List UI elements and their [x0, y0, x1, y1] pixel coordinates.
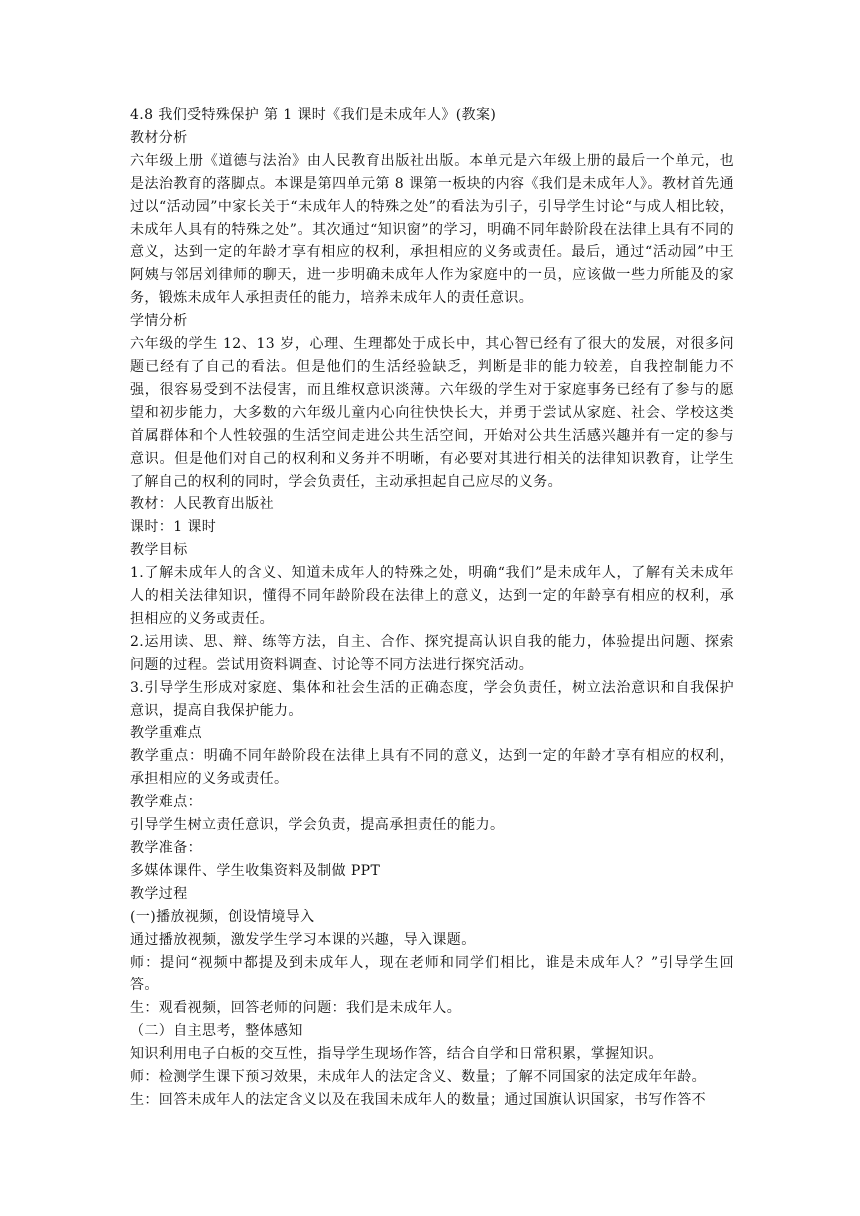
process-step-1-title: (一)播放视频，创设情境导入	[130, 908, 315, 925]
objective-item-1: 1.了解未成年人的含义、知道未成年人的特殊之处，明确“我们”是未成年人，了解有关未成年人的相关法律知识，懂得不同年龄阶段在法律上的意义，达到一定的年龄享有相应的权利，承担相应的义务或责任。	[130, 565, 734, 627]
process-step-1-intro: 通过播放视频，激发学生学习本课的兴趣，导入课题。	[130, 931, 476, 948]
document-title: 4.8 我们受特殊保护 第 1 课时《我们是未成年人》(教案)	[130, 107, 497, 123]
process-step-2-intro: 知识利用电子白板的交互性，指导学生现场作答，结合自学和日常积累，掌握知识。	[130, 1046, 663, 1063]
objective-item-3: 3.引导学生形成对家庭、集体和社会生活的正确态度，学会负责任，树立法治意识和自我保护意识，提高自我保护能力。	[130, 679, 734, 719]
process-step-2-title: （二）自主思考，整体感知	[130, 1023, 303, 1040]
section-heading-preparation: 教学准备：	[130, 840, 202, 856]
label-difficult-point: 教学难点：	[130, 794, 202, 811]
process-student-1: 生：观看视频，回答老师的问题：我们是未成年人。	[130, 1000, 462, 1017]
line-textbook-publisher: 教材：人民教育出版社	[130, 496, 274, 513]
objective-item-2: 2.运用读、思、辩、练等方法，自主、合作、探究提高认识自我的能力，体验提出问题、探索问题的过程。尝试用资料调查、讨论等不同方法进行探究活动。	[130, 633, 734, 673]
section-heading-key-points: 教学重难点	[130, 725, 202, 742]
process-teacher-2: 师：检测学生课下预习效果，未成年人的法定含义、数量；了解不同国家的法定成年年龄。	[130, 1069, 706, 1086]
section-heading-objectives: 教学目标	[130, 542, 188, 559]
process-teacher-1: 师：提问“视频中都提及到未成年人，现在老师和同学们相比，谁是未成年人？”引导学生回答。	[130, 954, 734, 994]
document-body	[130, 104, 734, 1112]
paragraph-preparation: 多媒体课件、学生收集资料及制做 PPT	[130, 862, 381, 879]
line-class-hours: 课时：1 课时	[130, 519, 217, 536]
section-heading-student-analysis: 学情分析	[130, 313, 188, 330]
paragraph-key-point: 教学重点：明确不同年龄阶段在法律上具有不同的意义，达到一定的年龄才享有相应的权利，承担相应的义务或责任。	[130, 748, 734, 788]
paragraph-difficult-point: 引导学生树立责任意识，学会负责，提高承担责任的能力。	[130, 817, 505, 834]
process-student-2: 生：回答未成年人的法定含义以及在我国未成年人的数量；通过国旗认识国家，书写作答不	[130, 1091, 706, 1108]
section-heading-process: 教学过程	[130, 885, 188, 902]
section-heading-textbook-analysis: 教材分析	[130, 129, 188, 146]
paragraph-student-analysis: 六年级的学生 12、13 岁，心理、生理都处于成长中，其心智已经有了很大的发展，对很多问题已经有了自己的看法。但是他们的生活经验缺乏，判断是非的能力较差，自我控制能力不强，很容易受到不法侵害，而且维权意识淡薄。六年级的学生对于家庭事务已经有了参与的愿望和初步能力，大多数的六年级儿童内心向往快快长大，并勇于尝试从家庭、社会、学校这类首属群体和个人性较强的生活空间走进公共生活空间，开始对公共生活感兴趣并有一定的参与意识。但是他们对自己的权利和义务并不明晰，有必要对其进行相关的法律知识教育，让学生了解自己的权利的同时，学会负责任，主动承担起自己应尽的义务。	[130, 336, 734, 490]
paragraph-textbook-analysis: 六年级上册《道德与法治》由人民教育出版社出版。本单元是六年级上册的最后一个单元，也是法治教育的落脚点。本课是第四单元第 8 课第一板块的内容《我们是未成年人》。教材首先通过以“活动园”中家长关于“未成年人的特殊之处”的看法为引子，引导学生讨论“与成人相比较，未成年人具有的特殊之处”。其次通过“知识窗”的学习，明确不同年龄阶段在法律上具有不同的意义，达到一定的年龄才享有相应的权利，承担相应的义务或责任。最后，通过“活动园”中王阿姨与邻居刘律师的聊天，进一步明确未成年人作为家庭中的一员，应该做一些力所能及的家务，锻炼未成年人承担责任的能力，培养未成年人的责任意识。	[130, 152, 734, 307]
